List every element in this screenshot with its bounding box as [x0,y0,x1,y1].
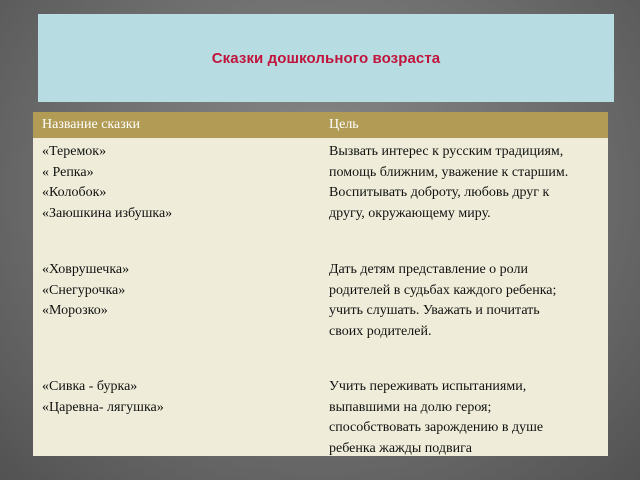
tale-name: «Морозко» [42,303,108,318]
tales-cell [42,142,312,224]
tale-name: «Колобок» [42,185,107,200]
tale-name: «Заюшкина избушка» [42,205,173,221]
goal-line: способствовать зарождению в душе [329,420,544,435]
tales-cell [42,377,312,418]
goal-line: помощь ближним, уважение к старшим. [329,164,569,180]
goal-line: ребенка жажды подвига [329,440,473,456]
tales-cell [42,260,312,322]
header-goal: Цель [329,117,359,132]
goal-line: другу, окружающему миру. [329,205,491,221]
goal-cell [329,377,604,459]
goal-line: Воспитывать доброту, любовь друг к [329,185,550,200]
tale-name: «Ховрушечка» [42,262,130,277]
goal-line: родителей в судьбах каждого ребенка; [329,282,557,298]
goal-line: учить слушать. Уважать и почитать [329,303,540,318]
goal-line: своих родителей. [329,323,432,339]
goal-line: Вызвать интерес к русским традициям, [329,144,564,159]
header-tale-name: Название сказки [42,117,141,132]
title-box [38,14,614,102]
goal-cell [329,260,604,342]
tale-name: « Репка» [42,164,94,180]
tale-name: «Царевна- лягушка» [42,399,164,415]
goal-line: Учить переживать испытаниями, [329,379,527,394]
tale-name: «Сивка - бурка» [42,379,138,394]
goal-line: выпавшими на долю героя; [329,399,492,415]
goal-cell [329,142,604,224]
tales-table [33,112,608,456]
table-header [33,112,608,138]
tale-name: «Теремок» [42,144,107,159]
goal-line: Дать детям представление о роли [329,262,528,277]
tale-name: «Снегурочка» [42,282,126,298]
slide-title: Сказки дошкольного возраста [211,49,441,67]
